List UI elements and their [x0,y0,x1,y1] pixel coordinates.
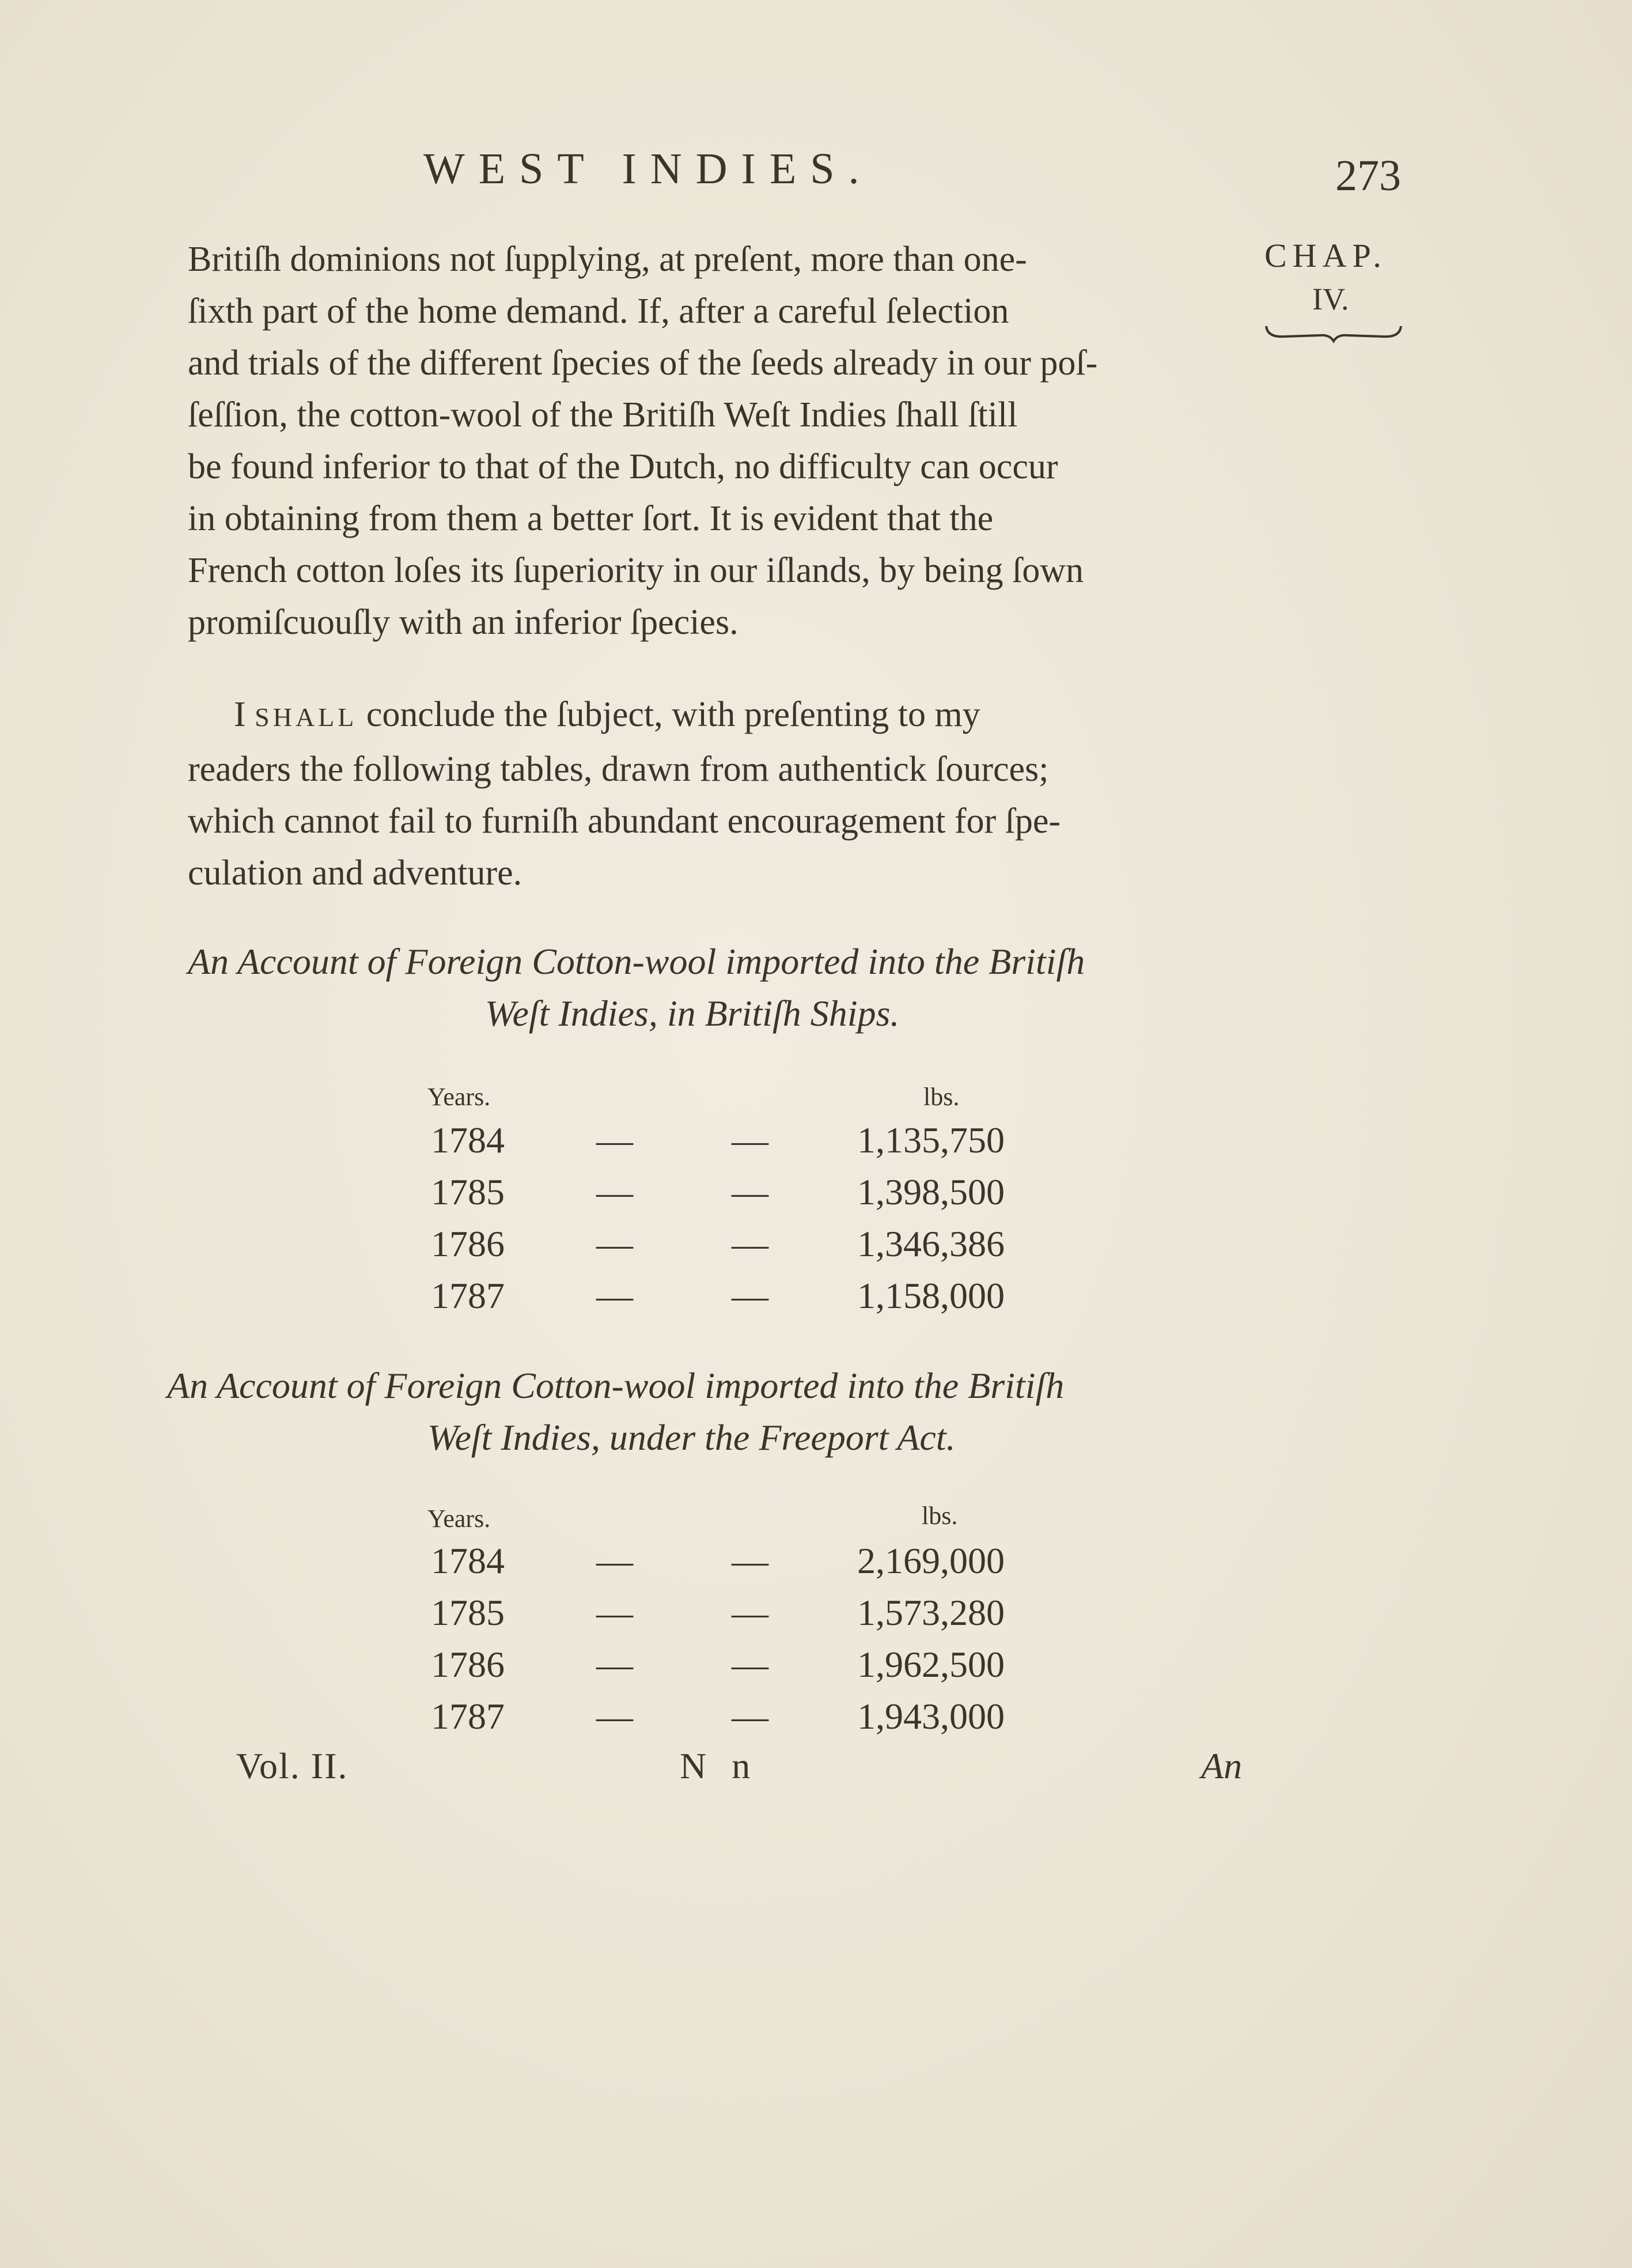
catchword: An [1201,1745,1243,1786]
dash: — [596,1592,633,1633]
chapter-label: CHAP. [1264,237,1387,274]
year-cell: 1784 [431,1540,505,1581]
year-cell: 1785 [431,1592,505,1633]
margin-brace [1262,322,1406,345]
table-row [0,1275,1005,1321]
text-line: in obtaining from them a better ſort. It is evident that the [188,499,994,538]
paragraph-2 [188,689,1242,899]
dash: — [732,1120,768,1161]
small-caps-word: SHALL [255,702,358,732]
dash: — [732,1275,768,1316]
running-head: WEST INDIES. [423,145,873,193]
dash: — [596,1223,633,1264]
text-line: culation and adventure. [188,853,522,893]
table2-caption-line1: An Account of Foreign Cotton-wool imported into the Britiſh [167,1365,1065,1406]
table-row [0,1540,1005,1586]
text-line: promiſcuouſly with an inferior ſpecies. [188,603,739,642]
table1-lbs-header: lbs. [923,1083,960,1111]
dash: — [596,1120,633,1161]
dash: — [732,1540,768,1581]
table-row [0,1223,1005,1269]
lbs-cell: 1,346,386 [857,1223,1005,1264]
table1-years-header: Years. [427,1083,491,1111]
lbs-cell: 1,158,000 [857,1275,1005,1316]
year-cell: 1785 [431,1171,505,1212]
table2-lbs-header: lbs. [922,1502,958,1530]
text-line: be found inferior to that of the Dutch, no difficulty can occur [188,447,1058,486]
lbs-cell: 1,573,280 [857,1592,1005,1633]
lbs-cell: 1,135,750 [857,1120,1005,1161]
dash: — [596,1696,633,1737]
text-line: Britiſh dominions not ſupplying, at preſent, more than one- [188,240,1027,279]
lbs-cell: 1,943,000 [857,1696,1005,1737]
year-cell: 1787 [431,1275,505,1316]
signature-mark: N n [680,1745,759,1786]
lbs-cell: 1,398,500 [857,1171,1005,1212]
chapter-number: IV. [1312,282,1349,316]
dash: — [596,1540,633,1581]
year-cell: 1786 [431,1644,505,1685]
table-row [0,1119,1005,1165]
table-row [0,1643,1005,1689]
table-row [0,1171,1005,1217]
dash: — [732,1696,768,1737]
year-cell: 1786 [431,1223,505,1264]
text-line: French cotton loſes its ſuperiority in our iſlands, by being ſown [188,551,1084,590]
page-number: 273 [1335,152,1401,200]
table2-caption-line2: Weſt Indies, under the Freeport Act. [427,1417,956,1458]
dash: — [732,1592,768,1633]
table-row [0,1695,1005,1741]
paragraph-1 [188,233,1242,648]
volume-label: Vol. II. [236,1745,349,1786]
dash: — [732,1644,768,1685]
dash: — [732,1223,768,1264]
text-line: ſeſſion, the cotton-wool of the Britiſh Weſt Indies ſhall ſtill [188,395,1018,434]
text-line: which cannot fail to furniſh abundant encouragement for ſpe- [188,802,1061,841]
line-rest: conclude the ſubject, with preſenting to my [357,695,980,734]
dash: — [596,1275,633,1316]
drop-word: I [234,695,246,734]
lbs-cell: 2,169,000 [857,1540,1005,1581]
year-cell: 1787 [431,1696,505,1737]
dash: — [596,1171,633,1212]
table1-caption-line2: Weſt Indies, in Britiſh Ships. [485,993,900,1034]
dash: — [732,1171,768,1212]
dash: — [596,1644,633,1685]
text-line [188,689,1242,743]
table-row [0,1592,1005,1638]
table2-years-header: Years. [427,1505,491,1533]
text-line: and trials of the different ſpecies of the ſeeds already in our poſ- [188,343,1098,383]
lbs-cell: 1,962,500 [857,1644,1005,1685]
table1-caption-line1: An Account of Foreign Cotton-wool imported into the Britiſh [188,941,1085,982]
year-cell: 1784 [431,1120,505,1161]
text-line: readers the following tables, drawn from authentick ſources; [188,750,1049,789]
text-line: ſixth part of the home demand. If, after a careful ſelection [188,292,1009,331]
